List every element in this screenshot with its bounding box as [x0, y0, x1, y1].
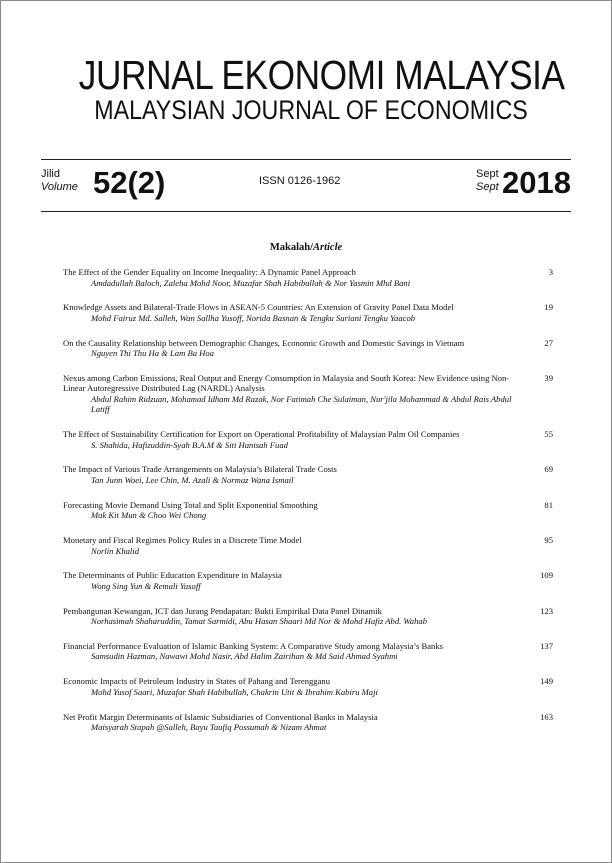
article-authors: Nguyen Thi Thu Ha & Lam Ba Hoa: [91, 348, 214, 359]
issn: ISSN 0126-1962: [259, 175, 341, 187]
article-title[interactable]: Net Profit Margin Determinants of Islamic Subsidiaries of Conventional Banks in Malaysia: [63, 711, 378, 722]
article-page-number: 149: [540, 676, 553, 687]
bottom-divider: [41, 211, 571, 212]
article-page-number: 3: [548, 267, 553, 277]
article-authors: Mak Kit Mun & Choo Wei Chong: [91, 510, 207, 521]
month-english: Sept: [476, 181, 499, 193]
article-title[interactable]: Monetary and Fiscal Regimes Policy Rules in a Discrete Time Model: [63, 535, 302, 546]
month-labels: [476, 168, 499, 194]
article-authors: S. Shahida, Hafizuddin-Syah B.A.M & Siti Hanisah Fuad: [91, 439, 288, 450]
section-heading-english: Article: [313, 242, 343, 253]
year: 2018: [502, 165, 571, 200]
toc-entry[interactable]: [63, 641, 553, 662]
article-page-number: 39: [544, 372, 553, 383]
journal-title-malay: JURNAL EKONOMI MALAYSIA: [78, 52, 565, 98]
article-page-number: 27: [544, 337, 553, 348]
article-title[interactable]: The Impact of Various Trade Arrangements on Malaysia’s Bilateral Trade Costs: [63, 464, 337, 475]
article-authors: Tan Junn Woei, Lee Chin, M. Azali & Normaz Wana Ismail: [91, 474, 294, 485]
section-heading: [41, 242, 571, 253]
article-page-number: 81: [544, 499, 553, 510]
article-title[interactable]: Pembangunan Kewangan, ICT dan Jurang Pendapatan: Bukti Empirikal Data Panel Dinamik: [63, 605, 382, 616]
masthead: [41, 53, 581, 125]
article-authors: Samsudin Hazman, Nawawi Mohd Nasir, Abd Halim Zairihan & Md Said Ahmad Syahmi: [91, 651, 398, 662]
article-title[interactable]: Forecasting Movie Demand Using Total and Split Exponential Smoothing: [63, 499, 318, 510]
article-title[interactable]: The Determinants of Public Education Expenditure in Malaysia: [63, 570, 282, 581]
article-title[interactable]: The Effect of the Gender Equality on Income Inequality: A Dynamic Panel Approach: [63, 267, 356, 277]
toc-entry[interactable]: [63, 373, 553, 415]
article-authors: Norhasimah Shaharuddin, Tamat Sarmidi, Abu Hasan Shaari Md Nor & Mohd Hafiz Abd. Wahab: [91, 616, 427, 627]
article-page-number: 109: [540, 570, 553, 581]
article-title[interactable]: On the Causality Relationship between Demographic Changes, Economic Growth and Domestic Savings in Vietnam: [63, 337, 465, 348]
toc-entry[interactable]: [63, 500, 553, 521]
volume-label-english: Volume: [41, 181, 78, 193]
toc-entry[interactable]: [63, 338, 553, 359]
article-authors: Amdadullah Baloch, Zaleha Mohd Noor, Muzafar Shah Habibullah & Nor Yasmin Mhd Bani: [91, 277, 411, 288]
table-of-contents: [63, 267, 553, 733]
article-page-number: 69: [544, 464, 553, 475]
toc-entry[interactable]: [63, 535, 553, 556]
article-page-number: 137: [540, 640, 553, 651]
article-page-number: 123: [540, 605, 553, 616]
month-malay: Sept: [476, 168, 499, 180]
article-authors: Maisyarah Stapah @Salleh, Bayu Taufiq Possumah & Nizam Ahmat: [91, 722, 327, 733]
article-authors: Abdul Rahim Ridzuan, Mohamad Idham Md Razak, Nor Fatimah Che Sulaiman, Nur'jila Mohammad & Abdul Rais Abdul Latiff: [91, 393, 512, 415]
toc-entry[interactable]: [63, 302, 553, 323]
volume-number: 52(2): [93, 165, 166, 200]
article-title[interactable]: The Effect of Sustainability Certification for Export on Operational Profitability of Malaysian Palm Oil Companies: [63, 429, 460, 440]
toc-entry[interactable]: [63, 606, 553, 627]
volume-labels: [41, 168, 78, 194]
journal-title-english: MALAYSIAN JOURNAL OF ECONOMICS: [94, 95, 528, 125]
toc-entry[interactable]: [63, 464, 553, 485]
article-authors: Wong Sing Yun & Remali Yusoff: [91, 580, 201, 591]
article-authors: Norlin Khalid: [91, 545, 139, 556]
toc-entry[interactable]: [63, 267, 553, 288]
article-title[interactable]: Nexus among Carbon Emissions, Real Output and Energy Consumption in Malaysia and South Korea: New Evidence using Non-Linear Autoregressive Distributed Lag (NARDL) Analysis: [63, 372, 510, 394]
toc-entry[interactable]: [63, 676, 553, 697]
toc-entry[interactable]: [63, 429, 553, 450]
article-authors: Mohd Fairuz Md. Salleh, Wan Sallha Yusoff, Norida Basnan & Tengku Suriani Tengku Yaacob: [91, 312, 416, 323]
volume-info-row: [41, 163, 571, 209]
article-page-number: 95: [544, 535, 553, 546]
toc-entry[interactable]: [63, 570, 553, 591]
article-page-number: 163: [540, 711, 553, 722]
toc-entry[interactable]: [63, 712, 553, 733]
article-title[interactable]: Economic Impacts of Petroleum Industry in States of Pahang and Terengganu: [63, 676, 331, 687]
volume-label-malay: Jilid: [41, 168, 60, 180]
section-heading-malay: Makalah/: [269, 242, 313, 253]
top-divider: [41, 159, 571, 160]
article-page-number: 55: [544, 429, 553, 440]
article-title[interactable]: Knowledge Assets and Bilateral-Trade Flows in ASEAN-5 Countries: An Extension of Gravity Panel Data Model: [63, 302, 454, 313]
article-authors: Mohd Yusof Saari, Muzafar Shah Habibullah, Chakrin Utit & Ibrahim Kabiru Maji: [91, 686, 378, 697]
article-page-number: 19: [544, 302, 553, 313]
article-title[interactable]: Financial Performance Evaluation of Islamic Banking System: A Comparative Study among Malaysia’s Banks: [63, 640, 443, 651]
